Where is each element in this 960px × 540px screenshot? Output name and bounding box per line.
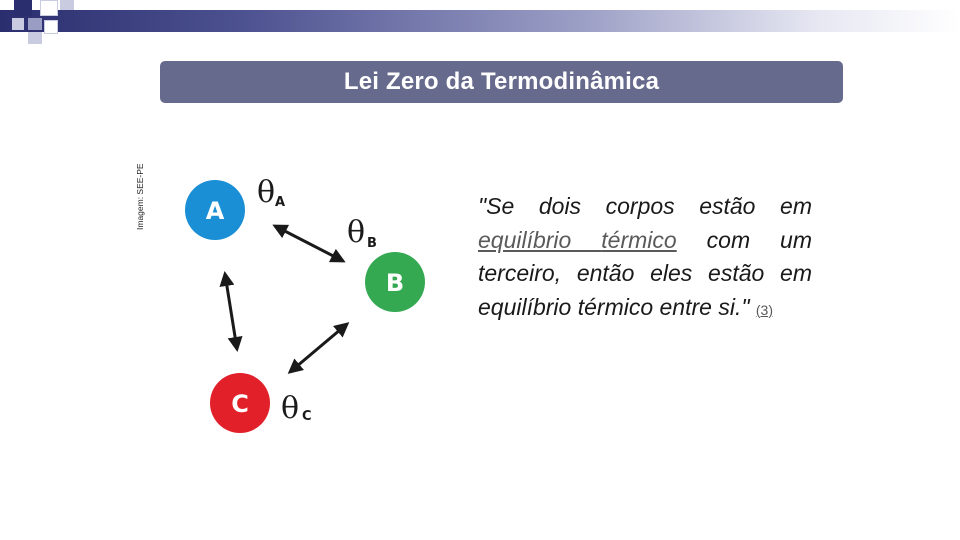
- body-c: [210, 373, 312, 433]
- thermal-equilibrium-diagram: [175, 160, 455, 450]
- page-title: Lei Zero da Termodinâmica: [343, 68, 660, 95]
- zeroth-law-quote: [478, 190, 812, 327]
- quote-text-1: "Se dois corpos estão em: [478, 193, 812, 219]
- quote-text-2: com um terceiro, então eles estão em equilíbrio térmico entre si.": [478, 226, 812, 320]
- body-c-label: C: [231, 390, 249, 418]
- arrow-a-b: [275, 226, 343, 261]
- reference-link[interactable]: (3): [755, 301, 774, 318]
- theta-c-symbol: θ: [281, 391, 300, 426]
- link-termico[interactable]: térmico: [601, 226, 677, 253]
- header-gradient-band: [0, 10, 960, 32]
- arrow-b-c: [290, 324, 347, 372]
- theta-a-symbol: θ: [257, 175, 276, 210]
- theta-b-symbol: θ: [347, 215, 366, 250]
- theta-c-subscript: C: [302, 409, 312, 424]
- theta-b-subscript: B: [367, 236, 377, 251]
- link-equilibrio[interactable]: equilíbrio: [478, 226, 602, 253]
- arrow-a-c: [225, 274, 237, 349]
- body-b: [347, 215, 425, 312]
- title-bar: [160, 61, 843, 103]
- body-a: [185, 175, 285, 240]
- body-a-label: A: [205, 197, 225, 225]
- body-b-label: B: [385, 269, 405, 297]
- theta-a-subscript: A: [275, 195, 286, 210]
- image-credit: Imagem: SEE-PE: [135, 163, 145, 230]
